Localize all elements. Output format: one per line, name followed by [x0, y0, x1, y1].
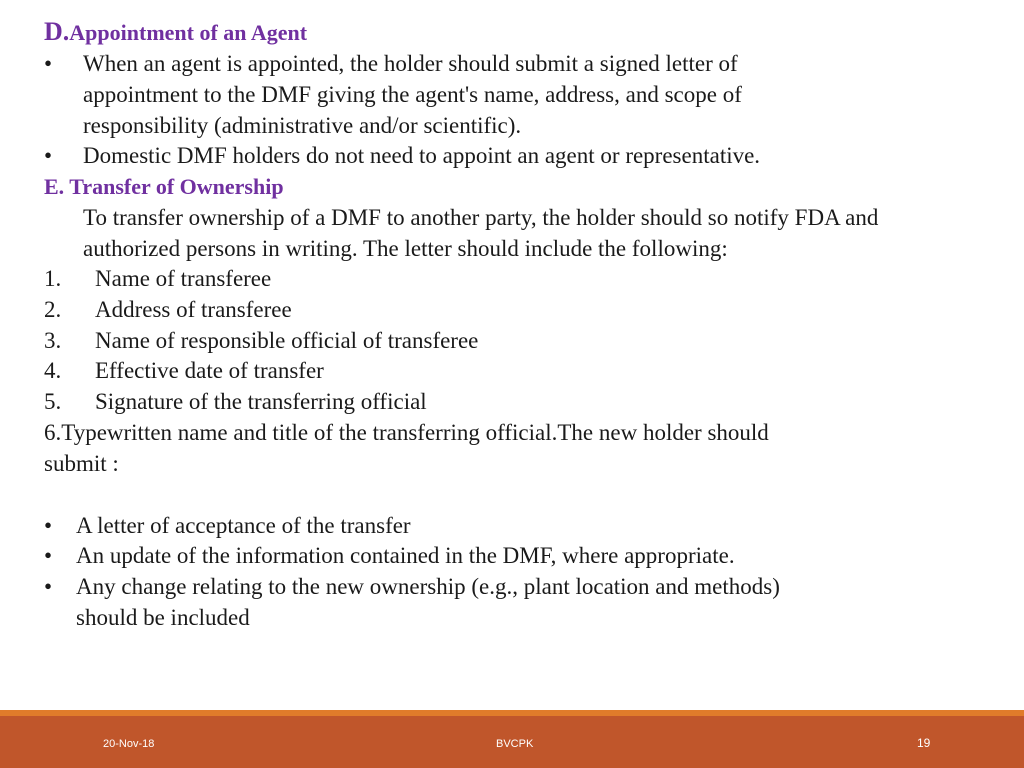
list-number: 3.	[44, 328, 62, 353]
footer-date: 20-Nov-18	[103, 738, 155, 750]
list-item: Signature of the transferring official	[95, 389, 427, 414]
list-number: 5.	[44, 389, 62, 414]
footer-bar	[0, 716, 1024, 768]
item6-line1: 6.Typewritten name and title of the transferring official.The new holder should	[44, 420, 769, 445]
bullet1-line2: appointment to the DMF giving the agent's name, address, and scope of	[83, 82, 742, 107]
bullet1-line1: When an agent is appointed, the holder should submit a signed letter of	[83, 51, 738, 76]
bullet-marker: •	[44, 574, 53, 599]
list-item: Effective date of transfer	[95, 358, 324, 383]
section-d-letter: D.	[44, 17, 70, 46]
bullet-marker: •	[44, 513, 53, 538]
item6-line2: submit :	[44, 451, 119, 476]
submit-bullet2: An update of the information contained in the DMF, where appropriate.	[76, 543, 735, 568]
list-item: Address of transferee	[95, 297, 292, 322]
footer-center-text: BVCPK	[496, 738, 534, 750]
bullet-marker: •	[44, 51, 53, 76]
section-e-intro-line2: authorized persons in writing. The letter should include the following:	[83, 236, 728, 261]
section-e-intro-line1: To transfer ownership of a DMF to another party, the holder should so notify FDA and	[83, 205, 879, 230]
submit-bullet1: A letter of acceptance of the transfer	[76, 513, 411, 538]
submit-bullet3: Any change relating to the new ownership (e.g., plant location and methods)	[76, 574, 780, 599]
list-item: Name of transferee	[95, 266, 272, 291]
bullet2-text: Domestic DMF holders do not need to appoint an agent or representative.	[83, 143, 761, 168]
section-e-heading: E. Transfer of Ownership	[44, 174, 284, 199]
section-d-title: Appointment of an Agent	[69, 20, 308, 45]
list-number: 1.	[44, 266, 62, 291]
submit-bullet3-cont: should be included	[76, 605, 250, 630]
list-item: Name of responsible official of transferee	[95, 328, 479, 353]
list-number: 4.	[44, 358, 62, 383]
section-d-heading	[44, 19, 307, 46]
bullet1-line3: responsibility (administrative and/or scientific).	[83, 113, 522, 138]
list-number: 2.	[44, 297, 62, 322]
bullet-marker: •	[44, 543, 53, 568]
bullet-marker: •	[44, 143, 53, 168]
footer-page-number: 19	[917, 736, 931, 750]
